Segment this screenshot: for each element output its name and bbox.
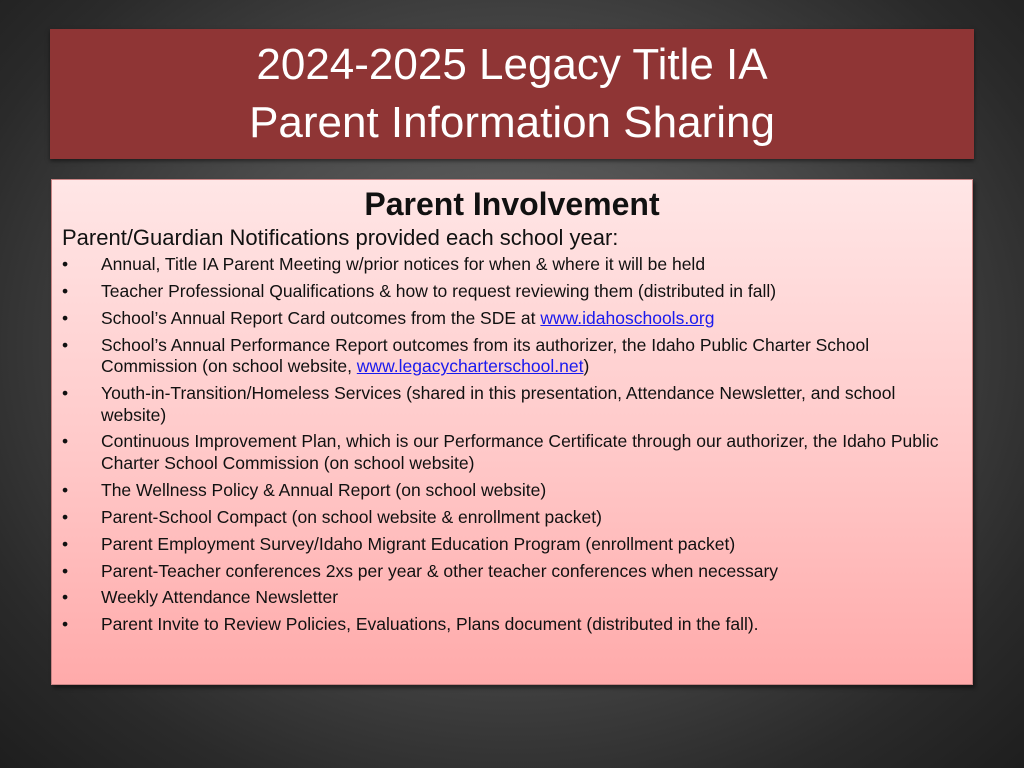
list-item — [62, 281, 962, 303]
list-item-text: Continuous Improvement Plan, which is our Performance Certificate through our authorizer, the Idaho Public Charter School Commission (on school website) — [101, 431, 939, 473]
list-item — [62, 561, 962, 583]
bullet-icon: • — [62, 383, 69, 404]
bullet-icon: • — [62, 280, 69, 301]
list-item-text: Parent-Teacher conferences 2xs per year & other teacher conferences when necessary — [101, 560, 779, 581]
list-item — [62, 614, 962, 636]
legacycharterschool-link[interactable]: www.legacycharterschool.net — [356, 356, 584, 377]
list-item-text: Parent Invite to Review Policies, Evaluations, Plans document (distributed in the fall). — [101, 614, 759, 635]
bullet-icon: • — [62, 614, 69, 635]
list-item-text: School’s Annual Report Card outcomes from the SDE at — [101, 307, 541, 328]
list-item — [62, 534, 962, 556]
bullet-icon: • — [62, 431, 69, 452]
bullet-icon: • — [62, 587, 69, 608]
bullet-icon: • — [62, 479, 69, 500]
list-item-text: Youth-in-Transition/Homeless Services (shared in this presentation, Attendance Newsletter, and school website) — [101, 383, 896, 425]
list-item-text-after: ) — [583, 356, 590, 377]
list-item — [62, 335, 962, 378]
bullet-icon: • — [62, 533, 69, 554]
bullet-icon: • — [62, 254, 69, 274]
list-item — [62, 507, 962, 529]
section-heading: Parent Involvement — [364, 186, 660, 222]
slide-title-line-2: Parent Information Sharing — [249, 98, 775, 147]
list-item-text: Annual, Title IA Parent Meeting w/prior notices for when & where it will be held — [101, 254, 706, 274]
list-item-text: Teacher Professional Qualifications & how to request reviewing them (distributed in fall) — [101, 280, 777, 301]
list-item — [62, 431, 962, 474]
intro-text: Parent/Guardian Notifications provided each school year: — [62, 225, 619, 250]
list-item — [62, 254, 962, 276]
list-item — [62, 383, 962, 426]
bullet-icon: • — [62, 560, 69, 581]
list-item — [62, 480, 962, 502]
list-item-text: The Wellness Policy & Annual Report (on school website) — [101, 479, 547, 500]
list-item — [62, 587, 962, 609]
list-item-text: Weekly Attendance Newsletter — [101, 587, 339, 608]
list-item-text: Parent Employment Survey/Idaho Migrant Education Program (enrollment packet) — [101, 533, 736, 554]
list-item-text: School’s Annual Performance Report outcomes from its authorizer, the Idaho Public Charter School Commission (on school website, — [101, 334, 870, 377]
content-panel — [51, 179, 973, 685]
bullet-icon: • — [62, 334, 69, 355]
slide-title-banner — [50, 29, 974, 159]
list-item-text: Parent-School Compact (on school website & enrollment packet) — [101, 506, 602, 527]
idahoschools-link[interactable]: www.idahoschools.org — [540, 307, 715, 328]
bullet-icon: • — [62, 307, 69, 328]
slide-title-line-1: 2024-2025 Legacy Title IA — [256, 40, 768, 89]
bullet-icon: • — [62, 506, 69, 527]
list-item — [62, 308, 962, 330]
notification-list — [62, 254, 962, 636]
